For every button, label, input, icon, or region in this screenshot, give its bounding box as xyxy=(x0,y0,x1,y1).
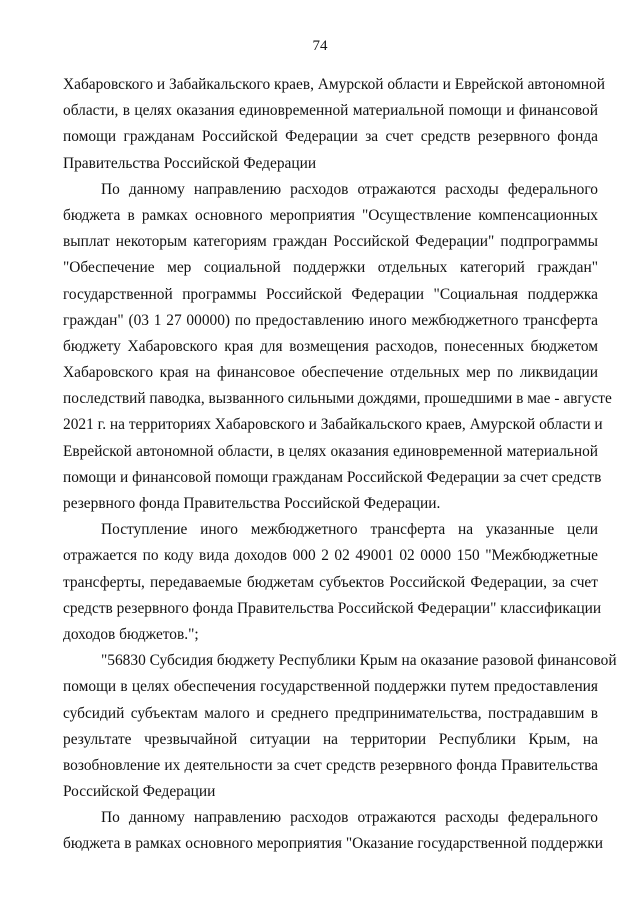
page-number: 74 xyxy=(312,38,328,54)
text-line: бюджету Хабаровского края для возмещения расходов, понесенных бюджетом xyxy=(63,337,598,355)
text-line: помощи гражданам Российской Федерации за счет средств резервного фонда xyxy=(63,128,598,146)
text-line: бюджета в рамках основного мероприятия "Оказание государственной поддержки xyxy=(63,835,603,853)
text-line: доходов бюджетов."; xyxy=(63,625,199,643)
text-line: возобновление их деятельности за счет средств резервного фонда Правительства xyxy=(63,756,598,774)
text-line: "56830 Субсидия бюджету Республики Крым на оказание разовой финансовой xyxy=(101,652,617,670)
paragraph xyxy=(63,177,612,517)
text-line: резервного фонда Правительства Российской Федерации. xyxy=(63,495,441,512)
paragraph xyxy=(63,648,617,805)
text-line: выплат некоторым категориям граждан Российской Федерации" подпрограммы xyxy=(63,233,598,251)
text-line: По данному направлению расходов отражаются расходы федерального xyxy=(101,809,598,827)
text-line: граждан" (03 1 27 00000) по предоставлению иного межбюджетного трансферта xyxy=(63,311,598,329)
text-line: 2021 г. на территориях Хабаровского и Забайкальского краев, Амурской области и xyxy=(63,416,603,434)
text-line: По данному направлению расходов отражаются расходы федерального xyxy=(101,180,598,198)
text-line: субсидий субъектам малого и среднего предпринимательства, пострадавшим в xyxy=(63,704,598,722)
paragraph xyxy=(63,517,602,648)
text-line: Правительства Российской Федерации xyxy=(63,154,317,172)
document-body xyxy=(63,72,617,858)
text-line: Хабаровского края на финансовое обеспечение отдельных мер по ликвидации xyxy=(63,364,598,382)
text-line: Хабаровского и Забайкальского краев, Амурской области и Еврейской автономной xyxy=(63,76,605,93)
text-line: Еврейской автономной области, в целях оказания единовременной материальной xyxy=(63,442,598,460)
text-line: отражается по коду вида доходов 000 2 02 49001 02 0000 150 "Межбюджетные xyxy=(63,547,598,565)
text-line: помощи в целях обеспечения государственной поддержки путем предоставления xyxy=(63,678,598,696)
text-line: Поступление иного межбюджетного трансферта на указанные цели xyxy=(101,521,598,539)
text-line: государственной программы Российской Федерации "Социальная поддержка xyxy=(63,285,598,303)
paragraph xyxy=(63,72,605,177)
paragraph xyxy=(63,805,603,857)
text-line: "Обеспечение мер социальной поддержки отдельных категорий граждан" xyxy=(63,259,598,277)
text-line: средств резервного фонда Правительства Российской Федерации" классификации xyxy=(63,599,602,617)
text-line: трансферты, передаваемые бюджетам субъектов Российской Федерации, за счет xyxy=(63,573,598,591)
text-line: бюджета в рамках основного мероприятия "Осуществление компенсационных xyxy=(63,206,598,224)
text-line: результате чрезвычайной ситуации на территории Республики Крым, на xyxy=(63,730,598,748)
text-line: области, в целях оказания единовременной материальной помощи и финансовой xyxy=(63,102,598,120)
text-line: Российской Федерации xyxy=(63,783,216,801)
text-line: помощи и финансовой помощи гражданам Российской Федерации за счет средств xyxy=(63,468,602,486)
text-line: последствий паводка, вызванного сильными дождями, прошедшими в мае - августе xyxy=(63,390,612,408)
